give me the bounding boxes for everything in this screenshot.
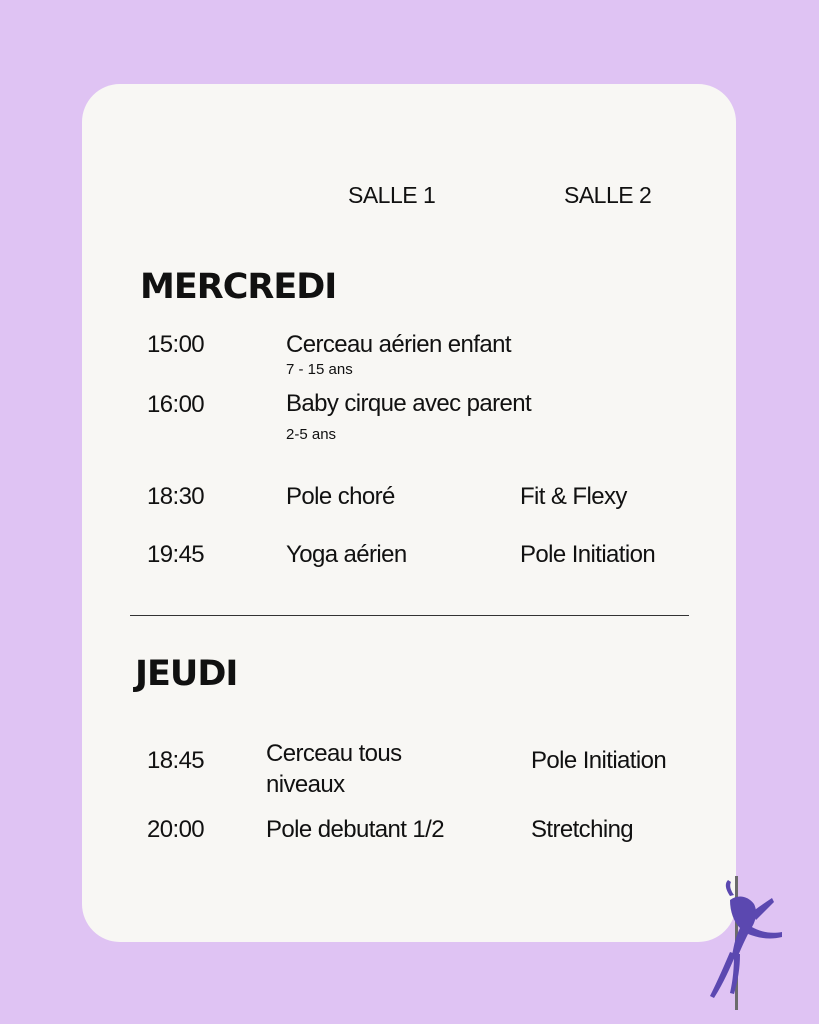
class-mercredi-2-salle1: Baby cirque avec parent [286,390,532,417]
day-divider [130,615,689,616]
column-header-salle2: SALLE 2 [564,182,652,208]
class-mercredi-4-salle2: Pole Initiation [520,541,656,568]
time-mercredi-3: 18:30 [147,483,205,510]
age-note-mercredi-2: 2-5 ans [286,426,337,443]
class-mercredi-3-salle2: Fit & Flexy [520,483,627,510]
pole-dancer-icon [700,876,790,1010]
class-jeudi-1-salle1-line1: Cerceau tous [266,740,402,767]
class-mercredi-4-salle1: Yoga aérien [286,541,407,568]
class-jeudi-1-salle2: Pole Initiation [531,747,667,774]
day-title-mercredi: MERCREDI [140,267,337,307]
day-title-jeudi: JEUDI [135,654,238,694]
time-jeudi-2: 20:00 [147,816,205,843]
class-jeudi-1-salle1-line2: niveaux [266,771,345,798]
class-jeudi-2-salle2: Stretching [531,816,634,843]
time-mercredi-4: 19:45 [147,541,205,568]
column-header-salle1: SALLE 1 [348,182,436,208]
age-note-mercredi-1: 7 - 15 ans [286,361,353,378]
time-mercredi-2: 16:00 [147,391,205,418]
class-jeudi-2-salle1: Pole debutant 1/2 [266,816,444,843]
schedule-card [82,84,736,942]
time-mercredi-1: 15:00 [147,331,205,358]
time-jeudi-1: 18:45 [147,747,205,774]
class-mercredi-1-salle1: Cerceau aérien enfant [286,331,511,358]
class-mercredi-3-salle1: Pole choré [286,483,395,510]
